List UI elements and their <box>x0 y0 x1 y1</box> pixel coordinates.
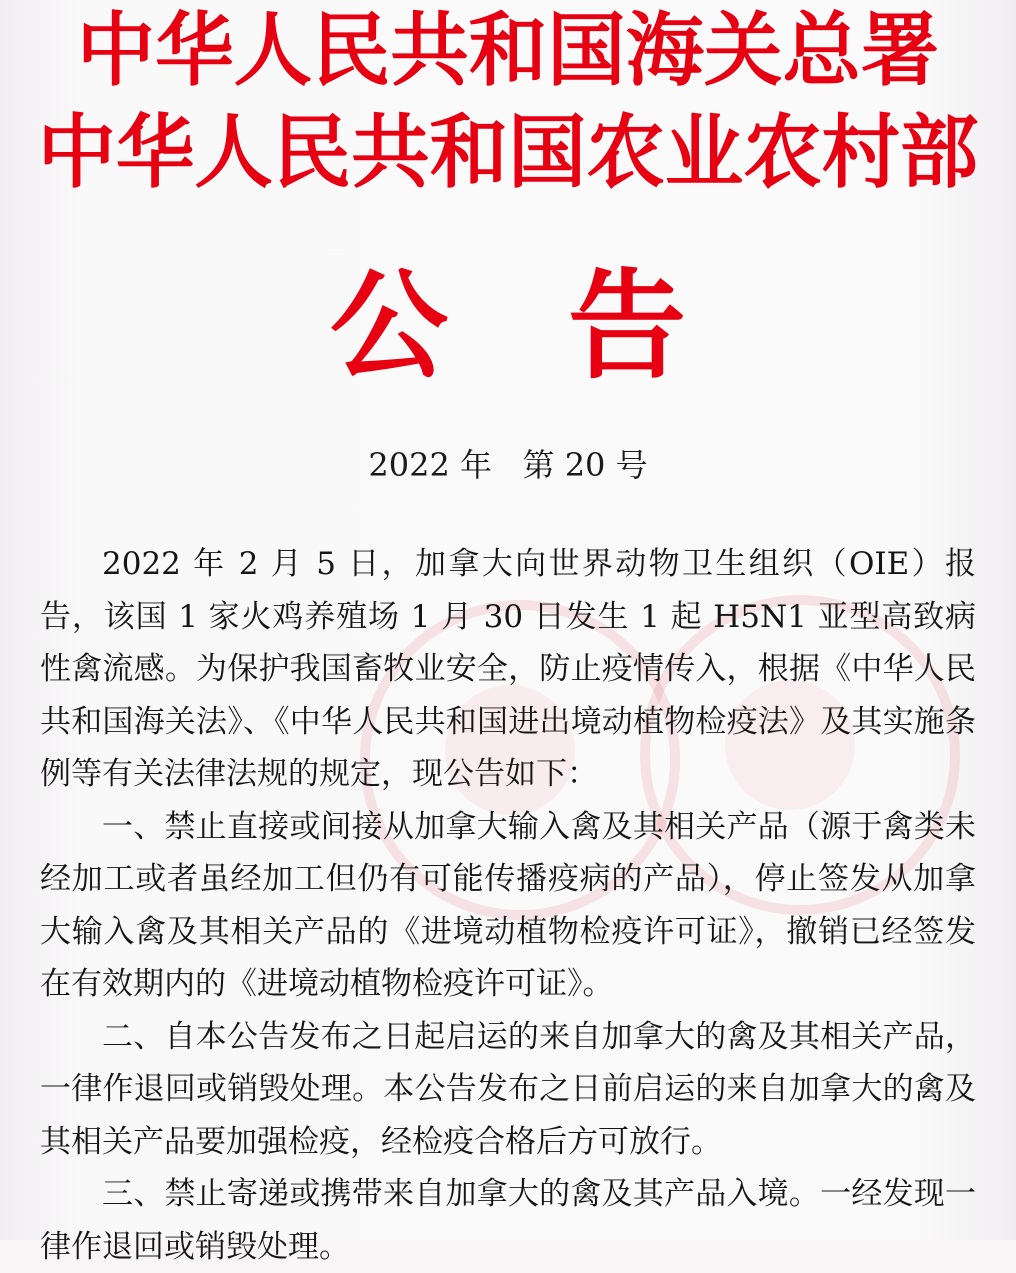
document-type-title: 公告 <box>329 257 806 395</box>
issuer-agriculture: 中华人民共和国农业农村部 <box>37 106 979 199</box>
document-number: 2022 年 第 20 号 <box>368 446 648 484</box>
paragraph-item-1: 一、禁止直接或间接从加拿大输入禽及其相关产品（源于禽类未经加工或者虽经加工但仍有可能传播疫病的产品），停止签发从加拿大输入禽及其相关产品的《进境动植物检疫许可证》，撤销已经签发在有效期内的《进境动植物检疫许可证》。 <box>40 808 976 1002</box>
paragraph-item-3: 三、禁止寄递或携带来自加拿大的禽及其产品入境。一经发现一律作退回或销毁处理。 <box>40 1176 976 1265</box>
paragraph-intro: 2022 年 2 月 5 日，加拿大向世界动物卫生组织（OIE）报告，该国 1 家火鸡养殖场 1 月 30 日发生 1 起 H5N1 亚型高致病性禽流感。为保护我国畜牧业安全，防止疫情传入，根据《中华人民共和国海关法》、《中华人民共和国进出境动植物检疫法》及其实施条例等有关法律法规的规定，现公告如下： <box>40 546 976 792</box>
document-body <box>40 538 976 1273</box>
paragraph-item-2: 二、自本公告发布之日起启运的来自加拿大的禽及其相关产品，一律作退回或销毁处理。本公告发布之日前启运的来自加拿大的禽及其相关产品要加强检疫，经检疫合格后方可放行。 <box>40 1018 976 1160</box>
issuer-customs: 中华人民共和国海关总署 <box>76 4 940 97</box>
